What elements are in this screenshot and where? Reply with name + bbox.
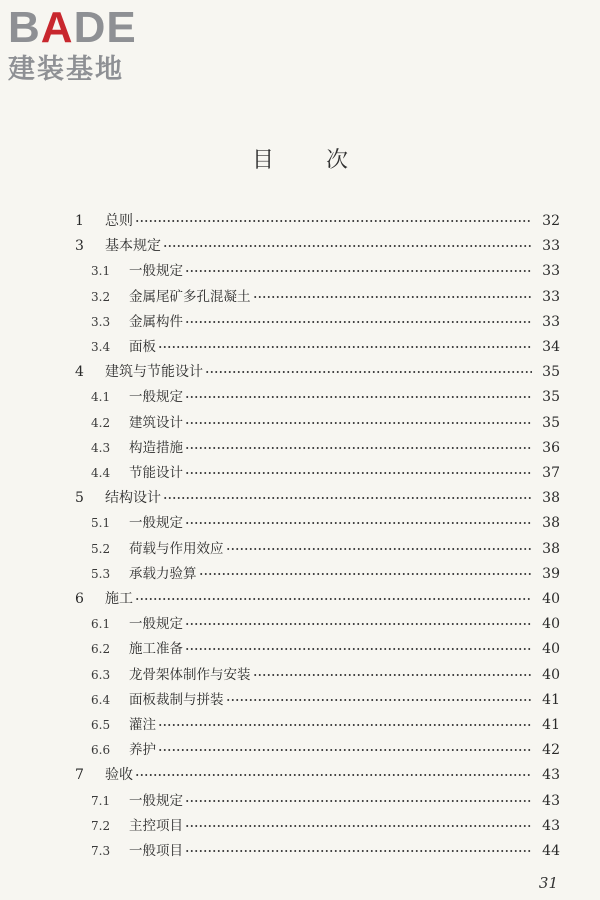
- toc-entry-number: 6.6: [91, 743, 111, 758]
- toc-entry[interactable]: [91, 739, 560, 761]
- toc-leader-dots: [185, 815, 532, 837]
- toc-leader-dots: [163, 487, 532, 509]
- toc-leader-dots: [158, 336, 532, 358]
- toc-entry-title: 承载力验算: [129, 565, 197, 582]
- toc-leader-dots: [185, 638, 532, 660]
- toc-entry-page: 41: [542, 691, 560, 708]
- toc-entry-number: 7.2: [91, 818, 111, 833]
- toc-entry[interactable]: [75, 764, 560, 786]
- toc-entry-page: 33: [542, 288, 560, 305]
- toc-entry-number: 5: [75, 490, 84, 507]
- toc-entry-page: 36: [542, 439, 560, 456]
- toc-entry[interactable]: [91, 638, 560, 660]
- toc-entry-title: 金属构件: [129, 313, 183, 330]
- logo-letter-a: A: [40, 3, 74, 52]
- toc-leader-dots: [185, 840, 532, 862]
- toc-entry-number: 6: [75, 591, 84, 607]
- toc-entry-page: 41: [542, 717, 560, 733]
- toc-entry-title: 建筑设计: [129, 414, 183, 431]
- toc-entry-page: 40: [542, 641, 560, 658]
- toc-entry-number: 6.1: [91, 617, 111, 632]
- toc-entry-title: 面板: [129, 339, 156, 355]
- toc-entry-title: 荷载与作用效应: [129, 540, 224, 557]
- toc-entry[interactable]: [91, 512, 560, 534]
- toc-entry-number: 4.2: [91, 415, 111, 430]
- toc-leader-dots: [158, 714, 532, 736]
- toc-entry[interactable]: [75, 588, 560, 610]
- toc-entry[interactable]: [91, 714, 560, 736]
- toc-entry-title: 总则: [105, 213, 133, 229]
- toc-entry-number: 3.1: [91, 264, 111, 279]
- toc-entry-page: 38: [542, 540, 560, 557]
- toc-entry-number: 5.2: [91, 541, 111, 556]
- toc-entry-number: 7.1: [91, 793, 111, 808]
- toc-entry-title: 一般规定: [129, 792, 183, 809]
- toc-entry[interactable]: [75, 235, 560, 257]
- toc-entry-title: 一般项目: [129, 843, 183, 859]
- toc-entry-title: 养护: [129, 742, 156, 759]
- toc-entry[interactable]: [91, 386, 560, 408]
- toc-entry-title: 主控项目: [129, 817, 183, 834]
- toc-entry-title: 一般规定: [129, 389, 183, 406]
- toc-entry-number: 6.2: [91, 642, 111, 657]
- logo-letters-de: DE: [73, 3, 137, 52]
- toc-entry-number: 3.3: [91, 314, 111, 329]
- toc-entry-page: 35: [542, 389, 560, 406]
- toc-entry-number: 3: [75, 238, 84, 255]
- toc-entry-page: 33: [542, 263, 560, 280]
- toc-entry-number: 3.4: [91, 340, 111, 354]
- logo-subtitle: 建装基地: [8, 54, 124, 85]
- toc-entry-number: 5.1: [91, 516, 111, 531]
- page-number: 31: [538, 874, 558, 892]
- toc-leader-dots: [158, 739, 532, 761]
- toc-leader-dots: [253, 664, 533, 686]
- toc-entry-page: 37: [542, 465, 560, 481]
- logo-letter-b: B: [8, 3, 41, 52]
- toc-leader-dots: [135, 588, 532, 610]
- toc-entry-title: 施工: [105, 591, 133, 607]
- toc-leader-dots: [185, 437, 532, 459]
- toc-leader-dots: [185, 412, 532, 434]
- toc-entry[interactable]: [91, 664, 560, 686]
- toc-entry-page: 33: [542, 238, 560, 255]
- toc-entry-page: 44: [542, 843, 560, 859]
- toc-entry-page: 32: [542, 213, 560, 229]
- toc-entry-title: 一般规定: [129, 515, 183, 532]
- toc-leader-dots: [205, 361, 532, 383]
- toc-entry[interactable]: [91, 689, 560, 711]
- toc-entry[interactable]: [91, 286, 560, 308]
- toc-entry-number: 7: [75, 767, 84, 784]
- toc-leader-dots: [185, 386, 532, 408]
- toc-leader-dots: [163, 235, 532, 257]
- toc-entry-number: 4: [75, 364, 84, 381]
- logo: [8, 3, 137, 86]
- toc-leader-dots: [185, 613, 532, 635]
- toc-leader-dots: [226, 689, 533, 711]
- toc-entry-page: 43: [542, 767, 560, 784]
- toc-entry[interactable]: [91, 815, 560, 837]
- toc-entry-number: 3.2: [91, 289, 111, 304]
- toc-entry-title: 面板裁制与拼装: [129, 691, 224, 708]
- toc-entry-page: 43: [542, 817, 560, 834]
- toc-entry-number: 4.3: [91, 440, 111, 455]
- toc-entry-title: 一般规定: [129, 616, 183, 633]
- toc-entry-page: 38: [542, 490, 560, 507]
- toc-leader-dots: [185, 311, 532, 333]
- toc-leader-dots: [185, 790, 532, 812]
- toc-entry[interactable]: [91, 336, 560, 358]
- toc-leader-dots: [185, 462, 532, 484]
- toc-entry-title: 验收: [105, 767, 133, 784]
- toc-entry[interactable]: [91, 462, 560, 484]
- toc-entry-page: 40: [542, 666, 560, 683]
- toc-entry[interactable]: [91, 538, 560, 560]
- toc-entry[interactable]: [75, 210, 560, 232]
- toc-leader-dots: [185, 260, 532, 282]
- toc-entry[interactable]: [91, 563, 560, 585]
- toc-entry-page: 40: [542, 591, 560, 607]
- toc-entry-title: 建筑与节能设计: [105, 364, 203, 381]
- toc-leader-dots: [185, 512, 532, 534]
- toc-entry[interactable]: [91, 613, 560, 635]
- logo-wordmark: [8, 3, 137, 52]
- toc-entry[interactable]: [75, 361, 560, 383]
- toc-entry-page: 33: [542, 313, 560, 330]
- toc-entry-number: 4.1: [91, 390, 111, 405]
- toc-entry[interactable]: [75, 487, 560, 509]
- toc-leader-dots: [135, 210, 532, 232]
- toc-leader-dots: [226, 538, 533, 560]
- toc-entry-number: 6.5: [91, 718, 111, 732]
- toc-entry-page: 43: [542, 792, 560, 809]
- toc-entry[interactable]: [91, 790, 560, 812]
- toc-entry-title: 施工准备: [129, 641, 183, 658]
- toc-entry-title: 结构设计: [105, 490, 161, 507]
- toc-entry[interactable]: [91, 437, 560, 459]
- toc-entry-number: 6.4: [91, 692, 111, 707]
- toc-entry-number: 1: [75, 213, 84, 229]
- toc-entry[interactable]: [91, 412, 560, 434]
- toc-leader-dots: [253, 286, 533, 308]
- toc-entry-page: 35: [542, 414, 560, 431]
- toc-entry-number: 7.3: [91, 844, 111, 858]
- toc-leader-dots: [135, 764, 532, 786]
- toc-entry-page: 40: [542, 616, 560, 633]
- toc-entry[interactable]: [91, 311, 560, 333]
- toc-entry[interactable]: [91, 840, 560, 862]
- toc-entry-title: 节能设计: [129, 465, 183, 481]
- toc-entry-page: 34: [542, 339, 560, 355]
- toc-entry-title: 灌注: [129, 717, 156, 733]
- toc-entry[interactable]: [91, 260, 560, 282]
- toc-entry-title: 金属尾矿多孔混凝土: [129, 288, 251, 305]
- toc-entry-number: 4.4: [91, 466, 111, 480]
- toc-entry-title: 一般规定: [129, 263, 183, 280]
- toc-entry-page: 35: [542, 364, 560, 381]
- toc-entry-title: 龙骨架体制作与安装: [129, 666, 251, 683]
- page-title: 目次: [251, 148, 400, 173]
- toc-entry-number: 6.3: [91, 667, 111, 682]
- toc-entry-title: 基本规定: [105, 238, 161, 255]
- toc-entry-page: 39: [542, 565, 560, 582]
- toc-entry-page: 38: [542, 515, 560, 532]
- toc-entry-page: 42: [542, 742, 560, 759]
- toc-entry-title: 构造措施: [129, 439, 183, 456]
- toc-leader-dots: [199, 563, 533, 585]
- toc-entry-number: 5.3: [91, 566, 111, 581]
